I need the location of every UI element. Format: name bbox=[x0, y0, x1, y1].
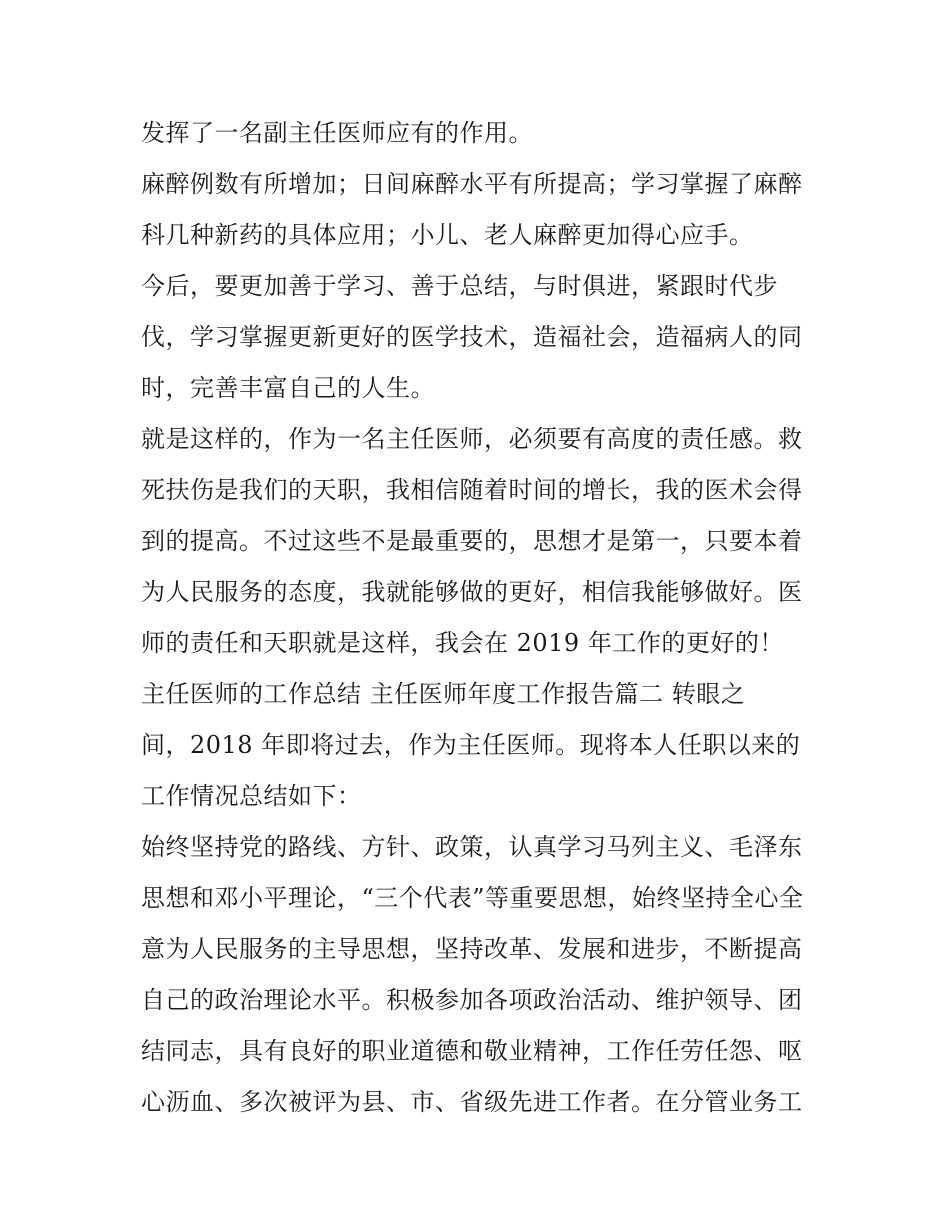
text-line: 始终坚持党的路线、方针、政策，认真学习马列主义、毛泽东 bbox=[141, 833, 803, 861]
text-line: 科几种新药的具体应用；小儿、老人麻醉更加得心应手。 bbox=[141, 221, 754, 249]
text-line: 自己的政治理论水平。积极参加各项政治活动、维护领导、团 bbox=[141, 986, 803, 1014]
text-line: 伐，学习掌握更新更好的医学技术，造福社会，造福病人的同 bbox=[141, 323, 803, 351]
text-line: 死扶伤是我们的天职，我相信随着时间的增长，我的医术会得 bbox=[141, 476, 803, 504]
text-line: 意为人民服务的主导思想，坚持改革、发展和进步，不断提高 bbox=[141, 935, 803, 963]
text-line: 主任医师的工作总结 主任医师年度工作报告篇二 转眼之 bbox=[141, 680, 746, 708]
text-line: 师的责任和天职就是这样，我会在 2019 年工作的更好的！ bbox=[141, 629, 784, 657]
document-body bbox=[141, 108, 821, 1128]
text-line: 就是这样的，作为一名主任医师，必须要有高度的责任感。救 bbox=[141, 425, 803, 453]
text-line: 为人民服务的态度，我就能够做的更好，相信我能够做好。医 bbox=[141, 578, 803, 606]
text-line: 工作情况总结如下： bbox=[141, 782, 362, 810]
text-line: 时，完善丰富自己的人生。 bbox=[141, 374, 435, 402]
text-line: 结同志，具有良好的职业道德和敬业精神，工作任劳任怨、呕 bbox=[141, 1037, 803, 1065]
text-line: 心沥血、多次被评为县、市、省级先进工作者。在分管业务工 bbox=[141, 1088, 803, 1116]
text-line: 间，2018 年即将过去，作为主任医师。现将本人任职以来的 bbox=[141, 731, 801, 759]
text-line: 今后，要更加善于学习、善于总结，与时俱进，紧跟时代步 bbox=[141, 272, 778, 300]
text-line: 思想和邓小平理论，“三个代表”等重要思想，始终坚持全心全 bbox=[141, 884, 804, 912]
text-line: 麻醉例数有所增加；日间麻醉水平有所提高；学习掌握了麻醉 bbox=[141, 170, 803, 198]
text-line: 发挥了一名副主任医师应有的作用。 bbox=[141, 119, 533, 147]
text-line: 到的提高。不过这些不是最重要的，思想才是第一，只要本着 bbox=[141, 527, 803, 555]
